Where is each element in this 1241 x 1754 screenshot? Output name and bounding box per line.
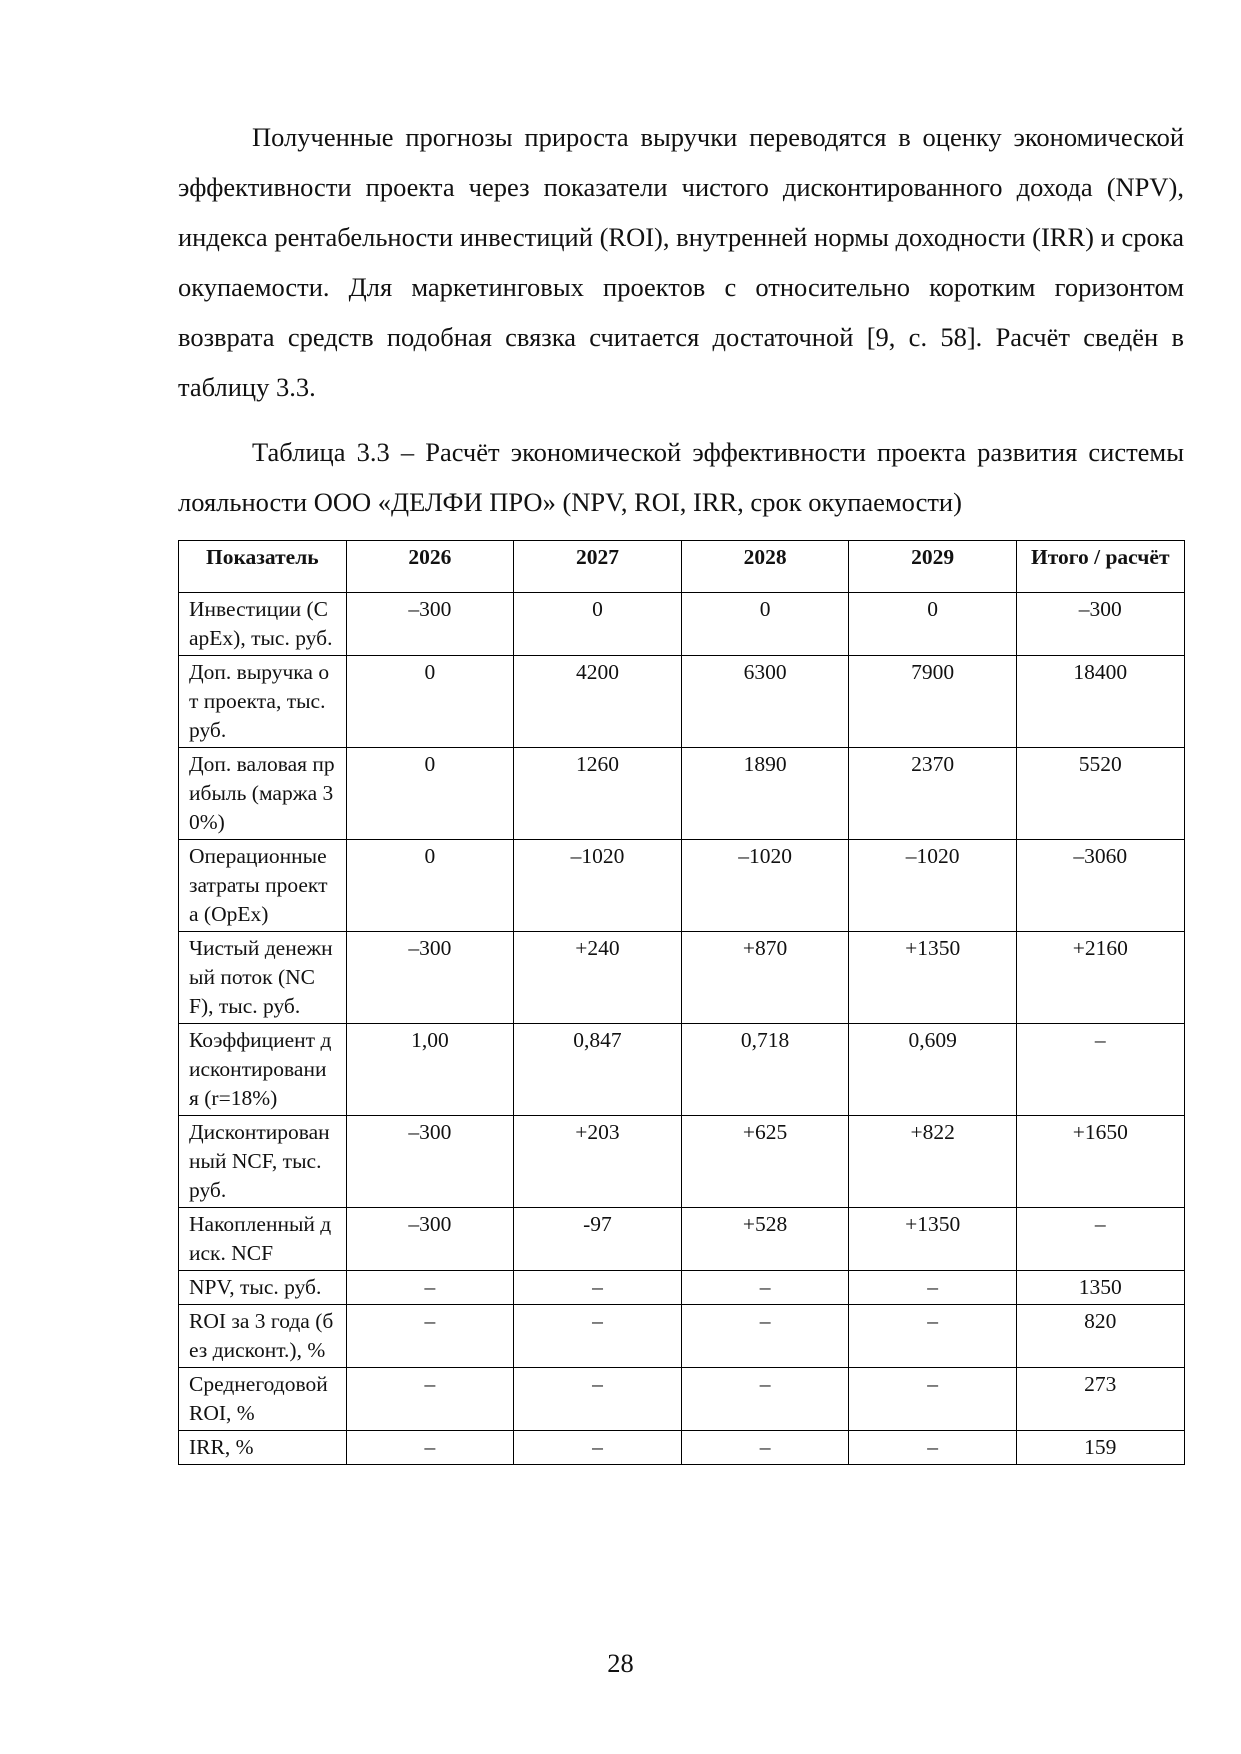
value-cell: 1,00 (346, 1024, 514, 1116)
value-cell: –1020 (849, 840, 1017, 932)
body-paragraph: Полученные прогнозы прироста выручки переводятся в оценку экономической эффективности проекта через показатели чистого дисконтированного дохода (NPV), индекса рентабельности инвестиций (ROI), внутренней нормы доходности (IRR) и срока окупаемости. Для маркетинговых проектов с относительно коротким горизонтом возврата средств подобная связка считается достаточной [9, с. 58]. Расчёт сведён в таблицу 3.3. (178, 122, 1184, 402)
table-row (179, 1271, 1185, 1305)
value-cell: 6300 (681, 656, 849, 748)
table-body (179, 593, 1185, 1465)
value-cell: -97 (514, 1208, 682, 1271)
value-cell: – (346, 1305, 514, 1368)
row-label-cell: Среднегодовой ROI, % (179, 1368, 347, 1431)
row-label-cell: Накопленный диск. NCF (179, 1208, 347, 1271)
table-row (179, 1431, 1185, 1465)
row-label-cell: Доп. валовая прибыль (маржа 30%) (179, 748, 347, 840)
value-cell: 273 (1016, 1368, 1184, 1431)
value-cell: +625 (681, 1116, 849, 1208)
value-cell: –300 (346, 1116, 514, 1208)
value-cell: – (1016, 1024, 1184, 1116)
value-cell: +528 (681, 1208, 849, 1271)
value-cell: 0 (346, 840, 514, 932)
value-cell: – (514, 1431, 682, 1465)
value-cell: +1350 (849, 932, 1017, 1024)
value-cell: 18400 (1016, 656, 1184, 748)
table-row (179, 593, 1185, 656)
value-cell: –300 (346, 593, 514, 656)
row-label-cell: NPV, тыс. руб. (179, 1271, 347, 1305)
value-cell: 0 (681, 593, 849, 656)
value-cell: 0 (514, 593, 682, 656)
value-cell: – (849, 1368, 1017, 1431)
row-label-cell: Дисконтированный NCF, тыс. руб. (179, 1116, 347, 1208)
header-2026: 2026 (346, 541, 514, 593)
value-cell: +1650 (1016, 1116, 1184, 1208)
value-cell: – (849, 1305, 1017, 1368)
value-cell: 1350 (1016, 1271, 1184, 1305)
row-label-cell: Операционные затраты проекта (OpEx) (179, 840, 347, 932)
header-indicator: Показатель (179, 541, 347, 593)
header-2028: 2028 (681, 541, 849, 593)
value-cell: – (681, 1305, 849, 1368)
page-number: 28 (607, 1648, 634, 1678)
value-cell: – (346, 1271, 514, 1305)
row-label-cell: Чистый денежный поток (NCF), тыс. руб. (179, 932, 347, 1024)
value-cell: –1020 (681, 840, 849, 932)
value-cell: 4200 (514, 656, 682, 748)
value-cell: –300 (1016, 593, 1184, 656)
value-cell: 0,718 (681, 1024, 849, 1116)
value-cell: 820 (1016, 1305, 1184, 1368)
value-cell: +1350 (849, 1208, 1017, 1271)
row-label-cell: Доп. выручка от проекта, тыс. руб. (179, 656, 347, 748)
value-cell: – (346, 1431, 514, 1465)
value-cell: – (1016, 1208, 1184, 1271)
row-label-cell: IRR, % (179, 1431, 347, 1465)
value-cell: –3060 (1016, 840, 1184, 932)
header-total: Итого / расчёт (1016, 541, 1184, 593)
value-cell: – (849, 1431, 1017, 1465)
value-cell: –1020 (514, 840, 682, 932)
value-cell: 159 (1016, 1431, 1184, 1465)
value-cell: +870 (681, 932, 849, 1024)
header-2029: 2029 (849, 541, 1017, 593)
table-row (179, 932, 1185, 1024)
efficiency-table (178, 540, 1185, 1465)
value-cell: +240 (514, 932, 682, 1024)
value-cell: 1890 (681, 748, 849, 840)
value-cell: 0,847 (514, 1024, 682, 1116)
table-row (179, 1024, 1185, 1116)
value-cell: 0,609 (849, 1024, 1017, 1116)
value-cell: –300 (346, 1208, 514, 1271)
value-cell: +822 (849, 1116, 1017, 1208)
value-cell: 0 (849, 593, 1017, 656)
value-cell: +2160 (1016, 932, 1184, 1024)
table-row (179, 748, 1185, 840)
value-cell: 5520 (1016, 748, 1184, 840)
value-cell: – (514, 1305, 682, 1368)
row-label-cell: ROI за 3 года (без дисконт.), % (179, 1305, 347, 1368)
value-cell: – (681, 1368, 849, 1431)
value-cell: +203 (514, 1116, 682, 1208)
value-cell: – (681, 1271, 849, 1305)
table-row (179, 1368, 1185, 1431)
value-cell: 0 (346, 656, 514, 748)
table-caption: Таблица 3.3 – Расчёт экономической эффективности проекта развития системы лояльности ООО «ДЕЛФИ ПРО» (NPV, ROI, IRR, срок окупаемости) (178, 437, 1184, 517)
value-cell: –300 (346, 932, 514, 1024)
value-cell: 7900 (849, 656, 1017, 748)
table-row (179, 1305, 1185, 1368)
header-2027: 2027 (514, 541, 682, 593)
value-cell: 0 (346, 748, 514, 840)
row-label-cell: Инвестиции (CapEx), тыс. руб. (179, 593, 347, 656)
value-cell: – (849, 1271, 1017, 1305)
row-label-cell: Коэффициент дисконтирования (r=18%) (179, 1024, 347, 1116)
table-row (179, 840, 1185, 932)
value-cell: – (514, 1368, 682, 1431)
table-header-row (179, 541, 1185, 593)
value-cell: 1260 (514, 748, 682, 840)
value-cell: 2370 (849, 748, 1017, 840)
table-row (179, 1208, 1185, 1271)
table-row (179, 1116, 1185, 1208)
value-cell: – (514, 1271, 682, 1305)
value-cell: – (346, 1368, 514, 1431)
table-row (179, 656, 1185, 748)
value-cell: – (681, 1431, 849, 1465)
